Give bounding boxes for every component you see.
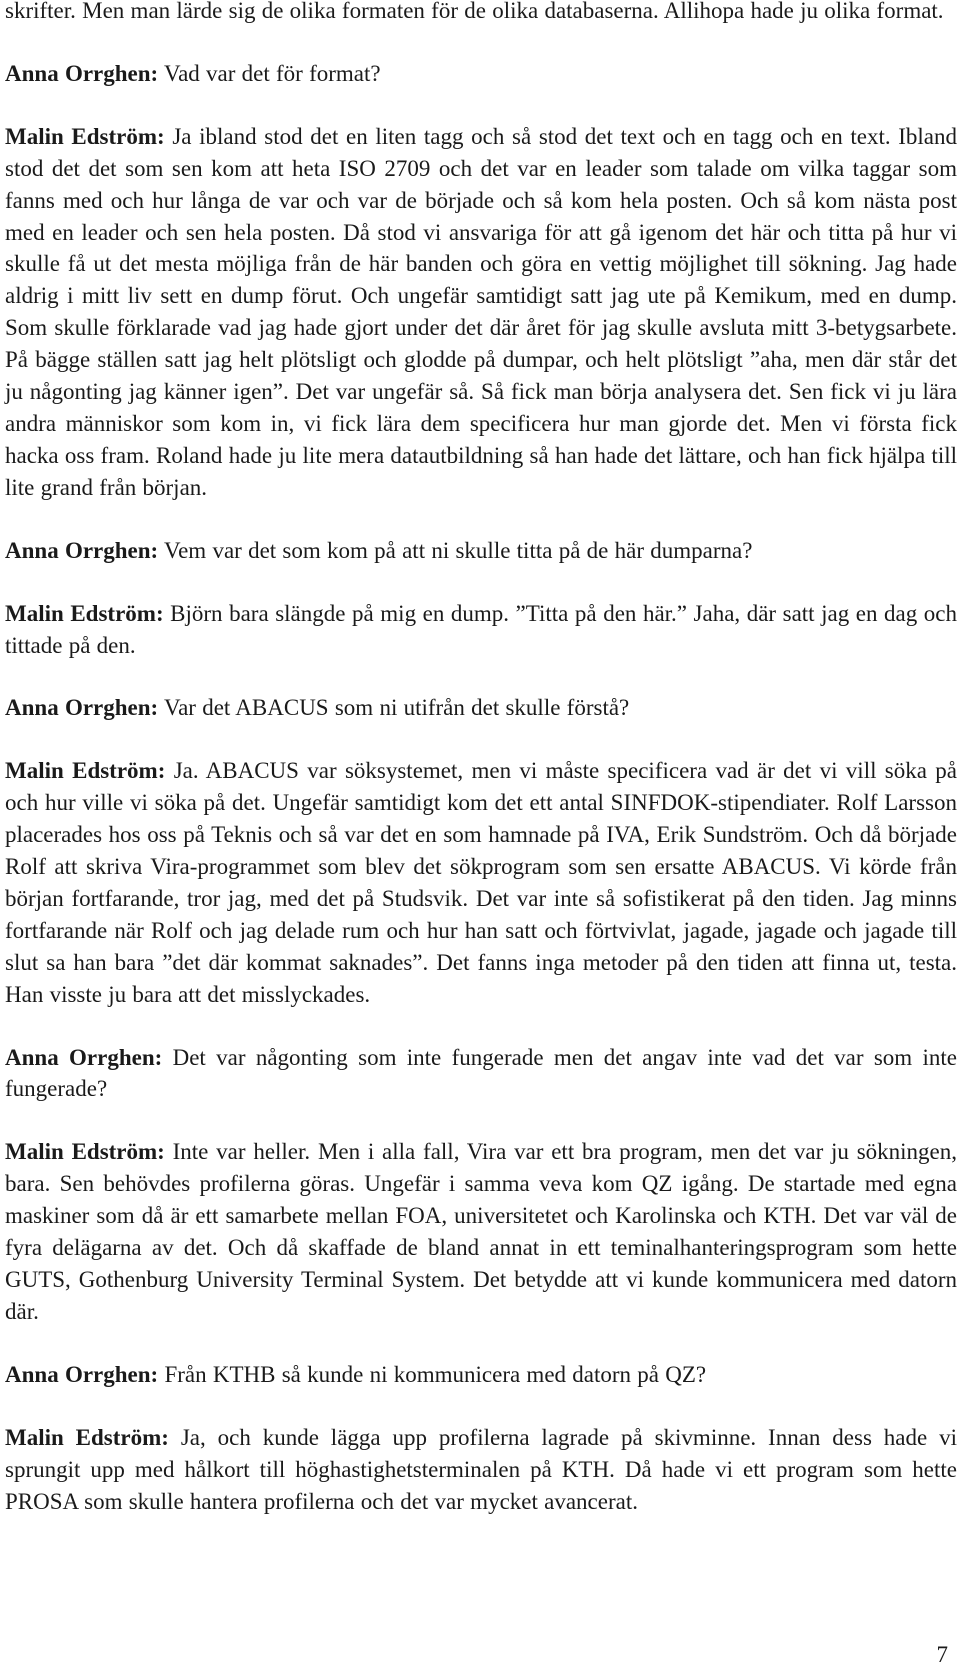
speaker-label: Anna Orrghen: xyxy=(5,695,159,721)
paragraph-9-text: Inte var heller. Men i alla fall, Vira var ett bra program, men det var ju sökningen, bara. Sen behövdes profilerna göras. Ungefär i samma veva kom QZ igång. De startade med egna maskiner som då är ett samarbete mellan FOA, universitetet och Karolinska och KTH. Det var väl de fyra delägarna av det. Och då skaffade de bland annat in ett teminalhanteringsprogram som hette GUTS, Gothenburg University Terminal System. Det betydde att vi kunde kommunicera med datorn där. xyxy=(5,1139,957,1324)
paragraph-3 xyxy=(5,121,957,504)
paragraph-6 xyxy=(5,692,957,724)
speaker-label: Anna Orrghen: xyxy=(5,60,159,86)
paragraph-1-text: skrifter. Men man lärde sig de olika formaten för de olika databaserna. Allihopa hade ju olika format. xyxy=(5,0,944,23)
speaker-label: Malin Edström: xyxy=(5,123,165,149)
paragraph-8-text: Det var någonting som inte fungerade men det angav inte vad det var som inte fungerade? xyxy=(5,1044,958,1102)
speaker-label: Malin Edström: xyxy=(5,1139,165,1165)
paragraph-8 xyxy=(5,1042,957,1106)
paragraph-6-text: Var det ABACUS som ni utifrån det skulle förstå? xyxy=(158,695,630,721)
paragraph-7-text: Ja. ABACUS var söksystemet, men vi måste specificera vad är det vi vill söka på och hur ville vi söka på det. Ungefär samtidigt kom det ett antal SINFDOK-stipendiater. Rolf Larsson placerades hos oss på Teknis och så var det en som hamnade på IVA, Erik Sundström. Och då började Rolf att skriva Vira-programmet som blev det sökprogram som sen ersatte ABACUS. Vi körde från början fortfarande, tror jag, med det på Studsvik. Det var inte så sofistikerat på den tiden. Jag minns fortfarande när Rolf och jag delade rum och hur han satt och förtvivlat, jagade, jagade och jagade till slut sa han bara ”det där kommat saknades”. Det fanns inga metoder på den tiden att finna ut, testa. Han visste ju bara att det misslyckades. xyxy=(5,758,957,1007)
paragraph-5-text: Björn bara slängde på mig en dump. ”Titta på den här.” Jaha, där satt jag en dag och tittade på den. xyxy=(5,600,957,658)
speaker-label: Anna Orrghen: xyxy=(5,1361,159,1387)
paragraph-9 xyxy=(5,1136,957,1327)
speaker-label: Anna Orrghen: xyxy=(5,1044,163,1070)
paragraph-11 xyxy=(5,1422,957,1518)
paragraph-10-text: Från KTHB så kunde ni kommunicera med datorn på QZ? xyxy=(158,1361,707,1387)
paragraph-7 xyxy=(5,755,957,1010)
paragraph-4-text: Vem var det som kom på att ni skulle titta på de här dumparna? xyxy=(158,537,753,563)
paragraph-1 xyxy=(5,0,957,27)
paragraph-3-text: Ja ibland stod det en liten tagg och så stod det text och en tagg och en text. Ibland stod det det som sen kom att heta ISO 2709 och det var en leader som talade om vilka taggar som fanns med och hur långa de var och var de började och så kom hela posten. Och så kom nästa post med en leader och sen hela posten. Då stod vi ansvariga för att gå igenom det här och titta på hur vi skulle få ut det mesta möjliga från de här banden och göra en vettig möjlighet till sökning. Jag hade aldrig i mitt liv sett en dump förut. Och ungefär samtidigt satt jag ute på Kemikum, med en dump. Som skulle förklarade vad jag hade gjort under det där året för jag skulle avsluta mitt 3-betygsarbete. På bägge ställen satt jag helt plötsligt och glodde på dumpar, och helt plötsligt ”aha, men där står det ju någonting jag känner igen”. Det var ungefär så. Så fick man börja analysera det. Sen fick vi ju lära andra människor som kom in, vi fick lära dem specificera hur man gjorde det. Men vi första fick hacka oss fram. Roland hade ju lite mera datautbildning så han hade det lättare, och han fick hjälpa till lite grand från början. xyxy=(5,123,957,500)
speaker-label: Malin Edström: xyxy=(5,600,164,626)
speaker-label: Anna Orrghen: xyxy=(5,537,159,563)
paragraph-2-text: Vad var det för format? xyxy=(158,60,381,86)
paragraph-10 xyxy=(5,1359,957,1391)
paragraph-11-text: Ja, och kunde lägga upp profilerna lagrade på skivminne. Innan dess hade vi sprungit upp med hålkort till höghastighetsterminalen på KTH. Då hade vi ett program som hette PROSA som skulle hantera profilerna och det var mycket avancerat. xyxy=(5,1424,957,1514)
document-page xyxy=(5,0,957,1517)
page-number: 7 xyxy=(936,1642,948,1667)
speaker-label: Malin Edström: xyxy=(5,1424,169,1450)
paragraph-5 xyxy=(5,598,957,662)
paragraph-2 xyxy=(5,58,957,90)
speaker-label: Malin Edström: xyxy=(5,758,166,784)
paragraph-4 xyxy=(5,535,957,567)
